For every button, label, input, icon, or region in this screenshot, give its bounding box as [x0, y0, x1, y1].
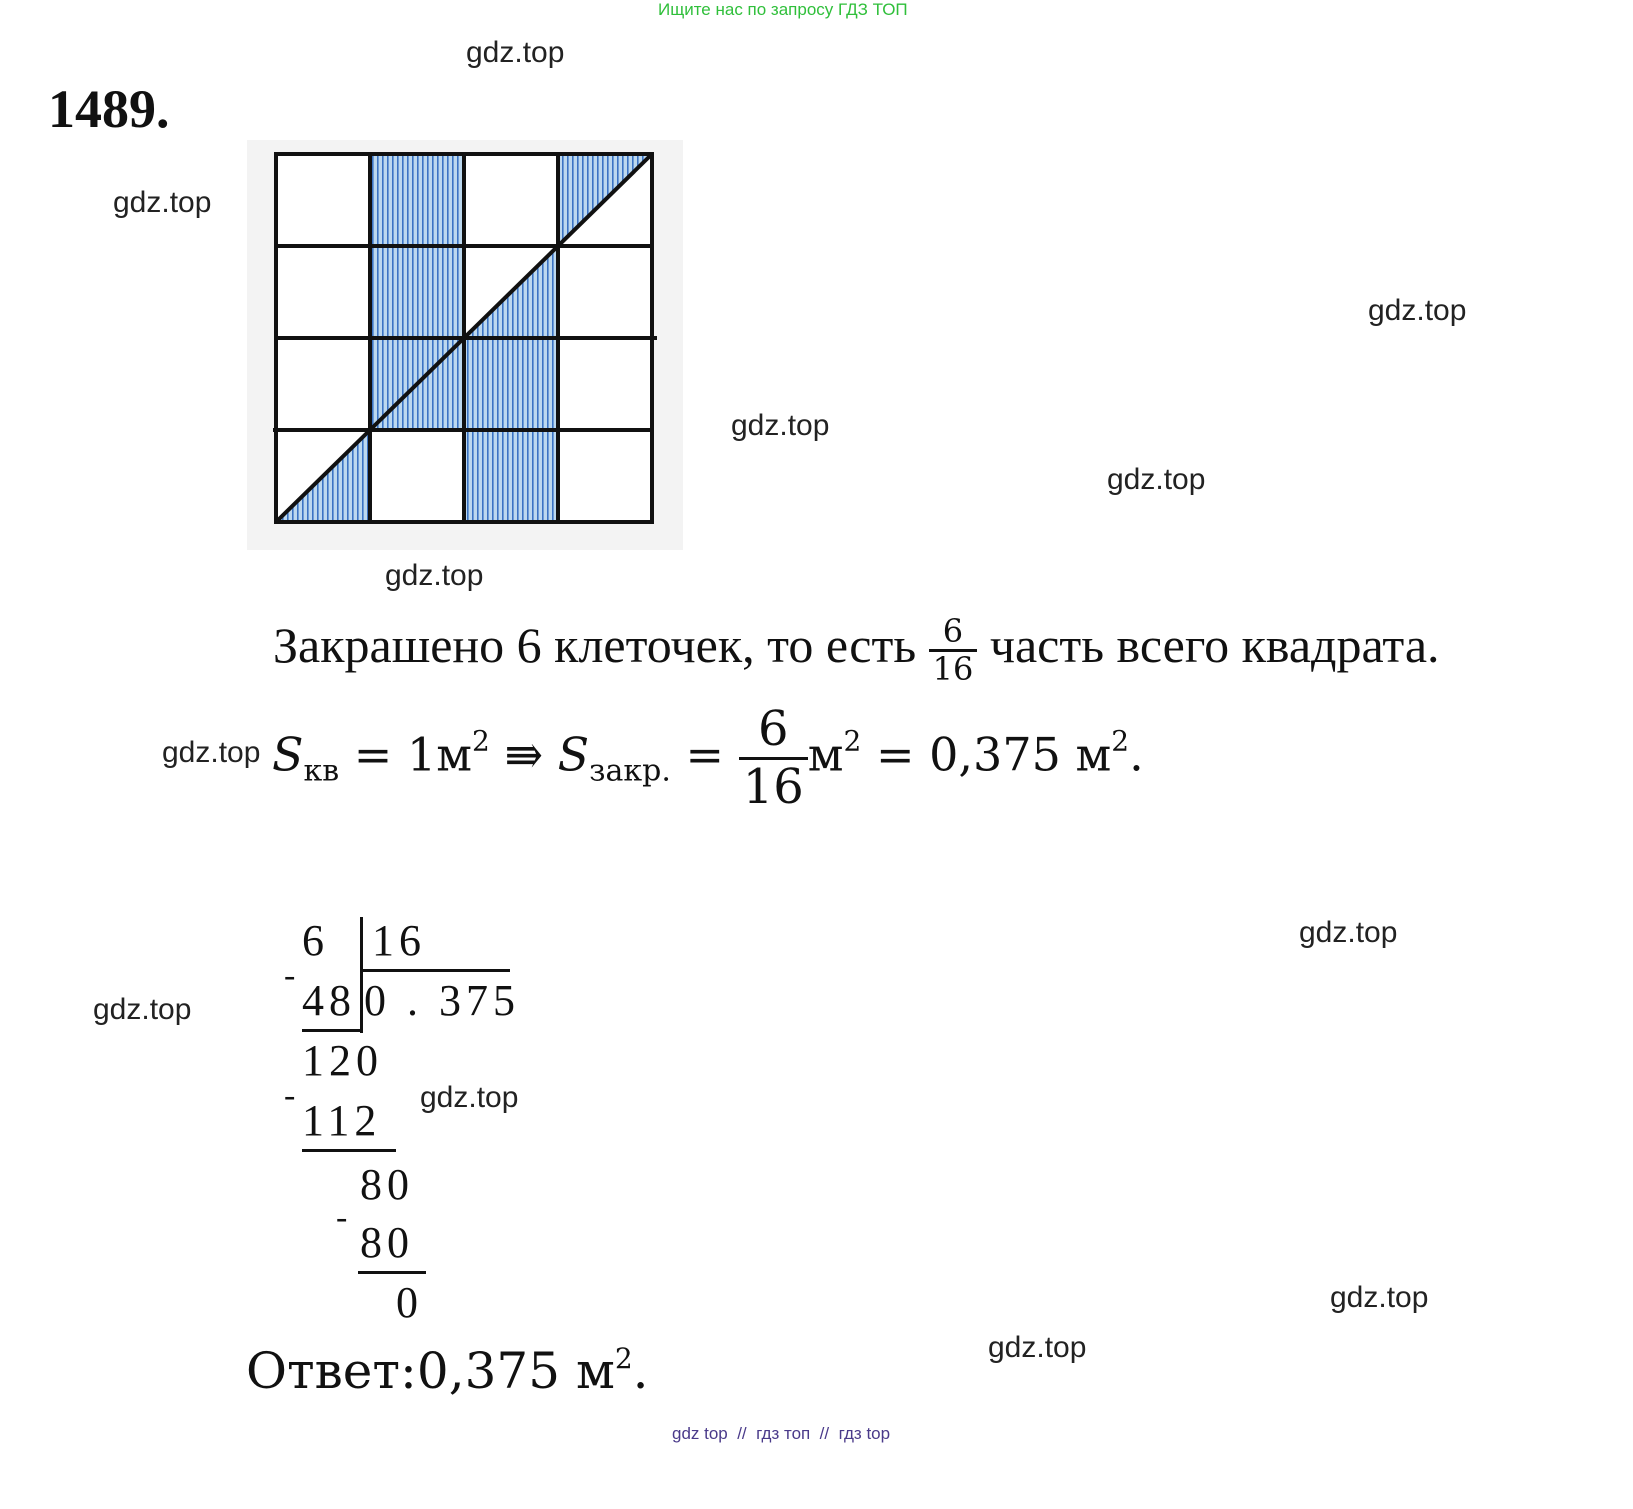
long-division: [280, 915, 520, 1325]
quotient: 0 . 375: [364, 976, 520, 1025]
watermark: gdz.top: [162, 736, 261, 769]
watermark: gdz.top: [1368, 294, 1467, 327]
watermark: gdz.top: [420, 1081, 519, 1114]
watermark: gdz.top: [988, 1331, 1087, 1364]
subtraction-line: [302, 1149, 396, 1152]
area-symbol: S: [557, 727, 590, 782]
problem-number: 1489.: [48, 79, 170, 139]
subscript: закр.: [589, 753, 671, 789]
subtraction-line: [358, 1271, 426, 1274]
watermark: gdz.top: [731, 409, 830, 442]
minus-sign: -: [284, 1077, 301, 1114]
fraction: [739, 702, 808, 815]
superscript: 2: [843, 724, 862, 758]
area-formula: [272, 702, 1144, 815]
dividend: 6: [302, 916, 329, 965]
divisor: 16: [372, 916, 426, 965]
fraction-denominator: 16: [739, 757, 808, 815]
search-note: Ищите нас по запросу ГДЗ ТОП: [658, 0, 908, 19]
remainder: 80: [360, 1160, 414, 1209]
formula-text: = 0,375 м: [876, 727, 1112, 782]
superscript: 2: [472, 724, 490, 758]
formula-text: = 1м: [353, 727, 472, 782]
watermark: gdz.top: [1107, 463, 1206, 496]
remainder: 120: [302, 1036, 383, 1085]
statement-text: часть всего квадрата.: [989, 617, 1440, 674]
answer-label: Ответ:: [246, 1342, 417, 1400]
superscript: 2: [1111, 724, 1130, 758]
minus-sign: -: [336, 1199, 353, 1236]
implies-symbol: ⇛: [504, 727, 543, 782]
minus-sign: -: [284, 957, 301, 994]
statement-text: Закрашено 6 клеточек, то есть: [273, 617, 917, 674]
answer: [246, 1342, 649, 1400]
shaded-column: [370, 154, 464, 430]
grid-figure: [247, 140, 683, 550]
watermark: gdz.top: [385, 559, 484, 592]
unit: м: [807, 727, 844, 782]
watermark: gdz.top: [466, 36, 565, 69]
footer-links[interactable]: gdz top // гдз топ // гдз top: [672, 1424, 891, 1443]
period: .: [1129, 727, 1144, 782]
fraction-denominator: 16: [929, 649, 978, 687]
subtrahend: 80: [360, 1218, 414, 1267]
watermark: gdz.top: [1330, 1281, 1429, 1314]
watermark: gdz.top: [1299, 916, 1398, 949]
watermark: gdz.top: [113, 186, 212, 219]
subscript: кв: [303, 753, 340, 789]
subtrahend: 112: [302, 1096, 382, 1145]
division-bar-vertical: [360, 917, 363, 1033]
statement: [273, 614, 1440, 687]
answer-value: 0,375 м: [416, 1342, 615, 1400]
area-symbol: S: [272, 727, 304, 782]
period: .: [632, 1342, 649, 1400]
superscript: 2: [614, 1342, 633, 1375]
final-remainder: 0: [396, 1278, 423, 1327]
formula-text: =: [685, 727, 725, 782]
fraction: [929, 614, 978, 687]
watermark: gdz.top: [93, 993, 192, 1026]
subtraction-line: [302, 1029, 362, 1032]
fraction-numerator: 6: [942, 612, 964, 650]
fraction-numerator: 6: [757, 701, 789, 757]
subtrahend: 48: [302, 976, 356, 1025]
division-bar-horizontal: [362, 969, 510, 972]
